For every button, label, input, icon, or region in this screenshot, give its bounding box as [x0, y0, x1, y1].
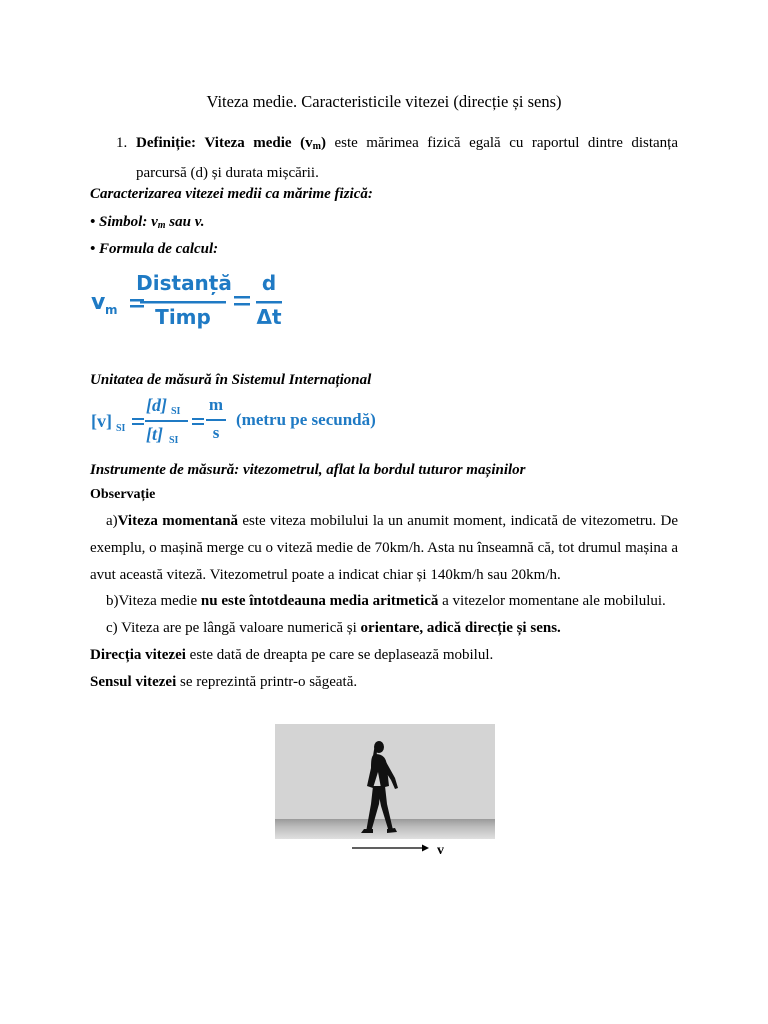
observation-b: b)Viteza medie nu este întotdeauna media aritmetică a vitezelor momentane ale mobilului. [106, 593, 666, 609]
definition-term: Viteza medie $(v_m)$ [204, 135, 326, 152]
average-speed-formula [88, 268, 298, 334]
definition-item [116, 130, 678, 187]
formula-denominator: Timp [155, 305, 211, 329]
formula-heading: • Formula de calcul: [90, 241, 219, 257]
symbol-line: • Simbol: $v_m$ sau v. [90, 214, 205, 231]
observation-a: a)Viteza momentană este viteza mobilului la un anumit moment, indicată de vitezometru. De exemplu, o mașină merge cu o viteză medie de 70km/h. Asta nu înseamnă că, tot drumul mașina a avut această viteză. Vitezometrul poate a indicat chiar și 140km/h sau 20km/h. [90, 513, 678, 583]
instruments-line: Instrumente de măsură: vitezometrul, aflat la bordul tuturor mașinilor [90, 462, 526, 478]
formula-lhs: v [91, 290, 106, 315]
direction-line: Direcția vitezei este dată de dreapta pe care se deplasează mobilul. [90, 647, 494, 663]
unit-heading: Unitatea de măsură în Sistemul Internațional [90, 372, 372, 388]
unit-formula [88, 392, 408, 448]
page-title: Viteza medie. Caracteristicile vitezei (direcție și sens) [206, 92, 562, 111]
vector-label: v [437, 843, 444, 858]
definition-text: este mărimea fizică egală cu raportul dintre distanța parcursă (d) și durata mișcării. [136, 135, 679, 181]
formula-numerator: Distanță [136, 271, 232, 295]
observation-heading: Observație [90, 487, 156, 502]
formula-numerator-2: d [261, 271, 277, 295]
formula-lhs-sub: m [105, 303, 118, 317]
unit-numerator: [d] [146, 395, 167, 415]
unit-numerator-sub: SI [171, 406, 181, 417]
velocity-arrow [350, 840, 430, 856]
formula-denominator-2: Δt [256, 305, 282, 329]
unit-label: (metru pe secundă) [236, 410, 376, 429]
unit-lhs: [v] [91, 411, 112, 431]
characterization-heading: Caracterizarea vitezei medii ca mărime fizică: [90, 186, 373, 202]
walking-person-icon [345, 738, 425, 834]
unit-denominator-sub: SI [169, 435, 179, 446]
definition-label: Definiție: [136, 135, 196, 151]
unit-denominator-2: s [212, 423, 220, 442]
unit-denominator: [t] [146, 424, 163, 444]
walking-figure [275, 724, 495, 839]
sense-line: Sensul vitezei se reprezintă printr-o săgeată. [90, 674, 358, 690]
observation-c: c) Viteza are pe lângă valoare numerică și orientare, adică direcție și sens. [106, 620, 561, 636]
list-number: 1. [116, 135, 128, 151]
unit-numerator-2: m [208, 395, 224, 414]
unit-lhs-sub: SI [116, 423, 126, 434]
